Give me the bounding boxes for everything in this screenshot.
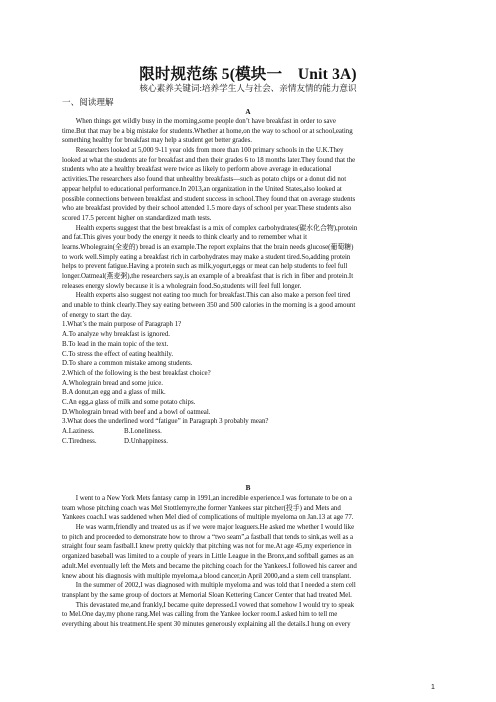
option-row	[62, 427, 440, 437]
passage-b-line: transplant by the same group of doctors at Memorial Sloan Kettering Cancer Center that had treated Mel.	[62, 591, 352, 599]
passage-b-line: Yankees coach.I was saddened when Mel died of complications of multiple myeloma on Jan.13 at age 77.	[62, 514, 354, 522]
question-2: 2.Which of the following is the best breakfast choice?	[62, 369, 211, 377]
passage-b-line: In the summer of 2002,I was diagnosed with multiple myeloma and was told that I needed a stem cell	[62, 582, 356, 590]
option: A.To analyze why breakfast is ignored.	[62, 331, 171, 339]
option: B.Loneliness.	[124, 428, 162, 435]
passage-a-line: When things get wildly busy in the morning,some people don’t have breakfast in order to save	[62, 118, 336, 125]
passage-b-line: He was warm,friendly and treated us as if we were major leaguers.He asked me whether I would like	[62, 524, 355, 532]
passage-b-line: everything about his treatment.He spent 30 minutes generously explaining all the details.I hung on every	[62, 620, 351, 628]
passage-a-line: and fat.This gives your body the energy it needs to think clearly and to remember what it	[62, 234, 307, 242]
passage-a-line: possible connections between breakfast and student success in school.They found that on average students	[62, 195, 356, 203]
passage-b-line: This devastated me,and frankly,I became quite depressed.I vowed that somehow I would try to speak	[62, 601, 355, 609]
passage-b-line: team whose pitching coach was Mel Stottlemyre,the former Yankees star pitcher(投手) and Mets and	[62, 504, 341, 512]
passage-a-line: activities.The researchers also found that unhealthy breakfasts—such as potato chips or a donut did not	[62, 176, 347, 184]
passage-a-line: of energy to start the day.	[62, 311, 132, 319]
passage-b-line: organized baseball was limited to a couple of years in Little League in the Bronx,and softball games as an	[62, 553, 354, 561]
passage-b-line: I went to a New York Mets fantasy camp in 1991,an incredible experience.I was fortunate to be on a	[62, 495, 352, 502]
passage-a-line: appear helpful to educational performance.In 2013,an organization in the United States,also looked at	[62, 185, 342, 193]
passage-a-line: Health experts suggest that the best breakfast is a mix of complex carbohydrates(碳水化合物),protein	[62, 224, 358, 232]
passage-a-line: something healthy for breakfast may help a student get better grades.	[62, 137, 253, 145]
page-subtitle: 核心素养关键词:培养学生人与社会、亲情友情的能力意识	[139, 83, 357, 93]
passage-a-line: longer.Oatmeal(燕麦粥),the researchers say,is an example of a breakfast that is rich in fiber and protein.It	[62, 273, 354, 280]
passage-b-line: to pitch and proceeded to demonstrate how to throw a “two seam”,a fastball that tends to sink,as well as a	[62, 533, 354, 541]
passage-a-line: scored 17.5 percent higher on standardized math tests.	[62, 214, 212, 222]
page-title: 限时规范练 5(模块一 Unit 3A)	[139, 66, 357, 83]
passage-a-line: Researchers looked at 5,000 9-11 year olds from more than 100 primary schools in the U.K.They	[62, 147, 344, 155]
question-1: 1.What’s the main purpose of Paragraph 1?	[62, 321, 182, 329]
passage-a-line: students who ate a healthy breakfast were twice as likely to perform above average in educational	[62, 166, 332, 174]
option: B.A donut,an egg and a glass of milk.	[62, 389, 166, 397]
section-heading: 一、阅读理解	[62, 97, 114, 107]
passage-a-line: to work well.Simply eating a breakfast rich in carbohydrates may make a student tired.So,adding protein	[62, 253, 351, 261]
page-number: 1	[431, 684, 435, 691]
passage-b-line: adult.Mel eventually left the Mets and became the pitching coach for the Yankees.I followed his career and	[62, 562, 357, 570]
passage-a-line: releases energy slowly because it is a wholegrain food.So,students will feel full longer.	[62, 282, 302, 290]
passage-b-line: to Mel.One day,my phone rang.Mel was calling from the Yankee locker room.I asked him to tell me	[62, 611, 338, 619]
option: D.Wholegrain bread with beef and a bowl of oatmeal.	[62, 408, 211, 416]
passage-a-body	[62, 117, 440, 446]
option-row	[62, 437, 440, 447]
passage-a-label: A	[245, 108, 251, 116]
passage-a-line: looked at what the students ate for breakfast and then their grades 6 to 18 months later.They found that the	[62, 156, 356, 164]
option: D.To share a common mistake among students.	[62, 360, 193, 368]
passage-b-label: B	[245, 484, 251, 492]
option: C.An egg,a glass of milk and some potato chips.	[62, 398, 196, 406]
passage-b-line: knew about his diagnosis with multiple myeloma,a blood cancer,in April 2000,and a stem cell transplant.	[62, 572, 352, 580]
option: C.Tiredness.	[62, 437, 97, 445]
option: D.Unhappiness.	[124, 437, 169, 445]
option: B.To lead in the main topic of the text.	[62, 340, 169, 348]
option: C.To stress the effect of eating healthily.	[62, 350, 174, 358]
passage-b-body	[62, 494, 440, 630]
passage-a-line: Health experts also suggest not eating too much for breakfast.This can also make a person feel tired	[62, 292, 351, 300]
passage-b-line: straight four seam fastball.I knew pretty quickly that pitching was not for me.At age 45,my experience in	[62, 543, 352, 551]
question-3: 3.What does the underlined word “fatigue” in Paragraph 3 probably mean?	[62, 418, 269, 426]
passage-a-line: who ate breakfast provided by their school attended 1.5 more days of school per year.These students also	[62, 205, 352, 213]
passage-a-line: learns.Wholegrain(全麦的) bread is an example.The report explains that the brain needs glucose(葡萄糖)	[62, 243, 354, 251]
passage-a-line: helps to prevent fatigue.Having a protein such as milk,yogurt,eggs or meat can help students to feel full	[62, 263, 348, 271]
passage-a-line: and unable to think clearly.They say eating between 350 and 500 calories in the morning is a good amount	[62, 302, 356, 310]
passage-a-line: time.But that may be a big mistake for students.Whether at home,on the way to school or at school,eating	[62, 127, 353, 135]
option: A.Wholegrain bread and some juice.	[62, 379, 164, 387]
option: A.Laziness.	[62, 428, 95, 435]
